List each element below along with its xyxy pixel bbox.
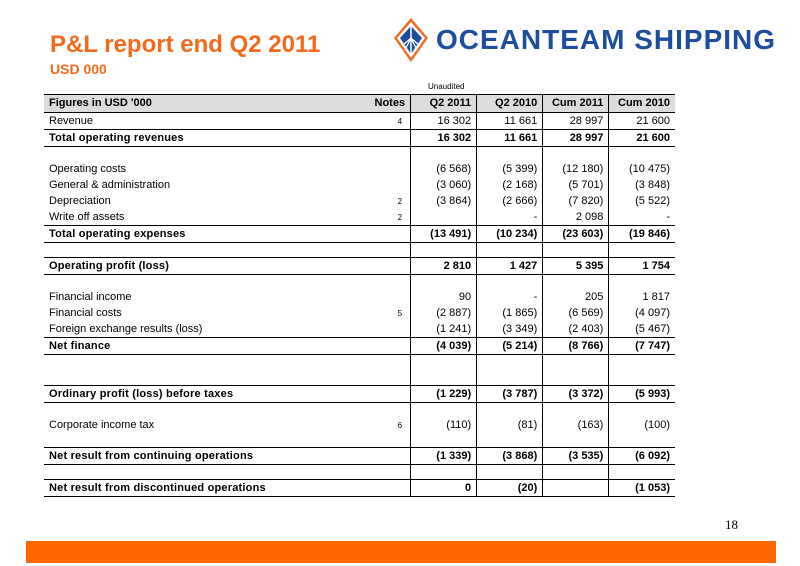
cell-cum-2011: (3 372) [543, 386, 609, 403]
cell-cum-2010: 1 754 [609, 258, 675, 275]
spacer-row [44, 465, 675, 480]
row-note [327, 480, 410, 497]
cell-cum-2010: (10 475) [609, 161, 675, 177]
page-subtitle: USD 000 [50, 61, 107, 77]
cell-q2-2010: (10 234) [477, 226, 543, 243]
row-label: Operating costs [49, 162, 127, 175]
page-title: P&L report end Q2 2011 [50, 31, 321, 58]
column-header: Figures in USD '000 [44, 95, 327, 113]
cell-q2-2011: (2 887) [411, 305, 477, 321]
cell-cum-2010: (5 993) [609, 386, 675, 403]
cell-q2-2011: 16 302 [411, 113, 477, 130]
table-row [44, 321, 675, 338]
ship-emblem-icon [392, 16, 430, 64]
cell-cum-2011: (7 820) [543, 193, 609, 209]
row-note [327, 226, 410, 243]
table-row [44, 289, 675, 305]
row-label: Ordinary profit (loss) before taxes [44, 386, 327, 403]
cell-q2-2010: (3 787) [477, 386, 543, 403]
table-row-total [44, 386, 675, 403]
row-label: Total operating expenses [44, 226, 327, 243]
pl-table-container [44, 94, 675, 497]
cell-q2-2011: (3 864) [411, 193, 477, 209]
cell-q2-2011: 2 810 [411, 258, 477, 275]
cell-q2-2010: (3 868) [477, 448, 543, 465]
cell-q2-2011: (6 568) [411, 161, 477, 177]
row-note [327, 289, 410, 305]
cell-q2-2010: (5 214) [477, 338, 543, 355]
table-row [44, 417, 675, 433]
cell-cum-2011: (12 180) [543, 161, 609, 177]
cell-q2-2011: (1 241) [411, 321, 477, 338]
page-number: 18 [725, 517, 738, 532]
company-logo [392, 16, 776, 64]
cell-cum-2011: 28 997 [543, 113, 609, 130]
footer-bar [26, 541, 776, 563]
cell-cum-2010: (4 097) [609, 305, 675, 321]
column-header: Notes [327, 95, 410, 113]
cell-q2-2010: (2 666) [477, 193, 543, 209]
cell-cum-2011: (8 766) [543, 338, 609, 355]
cell-cum-2011: (3 535) [543, 448, 609, 465]
pl-table [44, 94, 675, 497]
cell-cum-2011: 205 [543, 289, 609, 305]
row-note [327, 321, 410, 338]
row-label: Total operating revenues [44, 130, 327, 147]
cell-cum-2010: 21 600 [609, 130, 675, 147]
cell-cum-2011 [543, 480, 609, 497]
cell-q2-2010: (1 865) [477, 305, 543, 321]
cell-q2-2011: (1 229) [411, 386, 477, 403]
column-header: Q2 2010 [477, 95, 543, 113]
row-label: Depreciation [49, 194, 111, 207]
row-note: 4 [397, 116, 403, 126]
cell-cum-2011: 2 098 [543, 209, 609, 226]
row-note [327, 386, 410, 403]
row-note: 5 [397, 308, 403, 318]
table-row [44, 113, 675, 130]
spacer-row [44, 243, 675, 258]
unaudited-label: Unaudited [428, 82, 465, 91]
table-row [44, 161, 675, 177]
row-label: Revenue [49, 114, 94, 127]
cell-q2-2010: (2 168) [477, 177, 543, 193]
row-label: Foreign exchange results (loss) [49, 322, 203, 335]
row-note [327, 161, 410, 177]
table-row [44, 177, 675, 193]
row-note [327, 177, 410, 193]
cell-cum-2011: (6 569) [543, 305, 609, 321]
row-label: Operating profit (loss) [44, 258, 327, 275]
cell-q2-2010: (81) [477, 417, 543, 433]
cell-cum-2011: 5 395 [543, 258, 609, 275]
cell-q2-2010: 11 661 [477, 113, 543, 130]
cell-cum-2011: (2 403) [543, 321, 609, 338]
cell-q2-2010: (3 349) [477, 321, 543, 338]
cell-cum-2010: (6 092) [609, 448, 675, 465]
spacer-row [44, 355, 675, 386]
cell-cum-2010: (5 467) [609, 321, 675, 338]
cell-cum-2010: (7 747) [609, 338, 675, 355]
cell-cum-2011: 28 997 [543, 130, 609, 147]
table-header-row [44, 95, 675, 113]
cell-q2-2011: (13 491) [411, 226, 477, 243]
cell-cum-2010: - [609, 209, 675, 226]
row-note: 2 [397, 212, 403, 222]
cell-cum-2010: (100) [609, 417, 675, 433]
row-label: Write off assets [49, 210, 125, 223]
spacer-row [44, 275, 675, 290]
cell-q2-2010: - [477, 289, 543, 305]
table-row-total [44, 338, 675, 355]
row-note [327, 448, 410, 465]
column-header: Cum 2010 [609, 95, 675, 113]
cell-q2-2011: (110) [411, 417, 477, 433]
cell-cum-2010: (19 846) [609, 226, 675, 243]
cell-q2-2010: (5 399) [477, 161, 543, 177]
row-label: Corporate income tax [49, 418, 155, 431]
row-label: Net result from continuing operations [44, 448, 327, 465]
row-note [327, 258, 410, 275]
cell-q2-2011: 0 [411, 480, 477, 497]
cell-q2-2010: 11 661 [477, 130, 543, 147]
table-row-total [44, 258, 675, 275]
cell-cum-2011: (5 701) [543, 177, 609, 193]
table-row-total [44, 130, 675, 147]
table-row-total [44, 480, 675, 497]
row-note [327, 130, 410, 147]
column-header: Cum 2011 [543, 95, 609, 113]
spacer-row [44, 433, 675, 448]
cell-cum-2010: (3 848) [609, 177, 675, 193]
cell-q2-2011: (4 039) [411, 338, 477, 355]
cell-q2-2011: 90 [411, 289, 477, 305]
row-label: Net finance [44, 338, 327, 355]
row-label: Financial costs [49, 306, 122, 319]
table-row [44, 209, 675, 226]
cell-q2-2011: (1 339) [411, 448, 477, 465]
column-header: Q2 2011 [411, 95, 477, 113]
cell-cum-2010: (1 053) [609, 480, 675, 497]
cell-cum-2011: (23 603) [543, 226, 609, 243]
row-note [327, 338, 410, 355]
table-row-total [44, 448, 675, 465]
cell-q2-2011 [411, 209, 477, 226]
spacer-row [44, 147, 675, 162]
spacer-row [44, 403, 675, 418]
cell-q2-2011: 16 302 [411, 130, 477, 147]
table-row [44, 305, 675, 321]
cell-q2-2011: (3 060) [411, 177, 477, 193]
cell-q2-2010: - [477, 209, 543, 226]
row-label: Financial income [49, 290, 132, 303]
table-row-total [44, 226, 675, 243]
row-label: Net result from discontinued operations [44, 480, 327, 497]
table-row [44, 193, 675, 209]
row-label: General & administration [49, 178, 171, 191]
cell-q2-2010: 1 427 [477, 258, 543, 275]
cell-cum-2011: (163) [543, 417, 609, 433]
cell-cum-2010: 1 817 [609, 289, 675, 305]
cell-q2-2010: (20) [477, 480, 543, 497]
row-note: 6 [397, 420, 403, 430]
logo-wordmark: OCEANTEAM SHIPPING [436, 24, 777, 55]
cell-cum-2010: (5 522) [609, 193, 675, 209]
cell-cum-2010: 21 600 [609, 113, 675, 130]
row-note: 2 [397, 196, 403, 206]
